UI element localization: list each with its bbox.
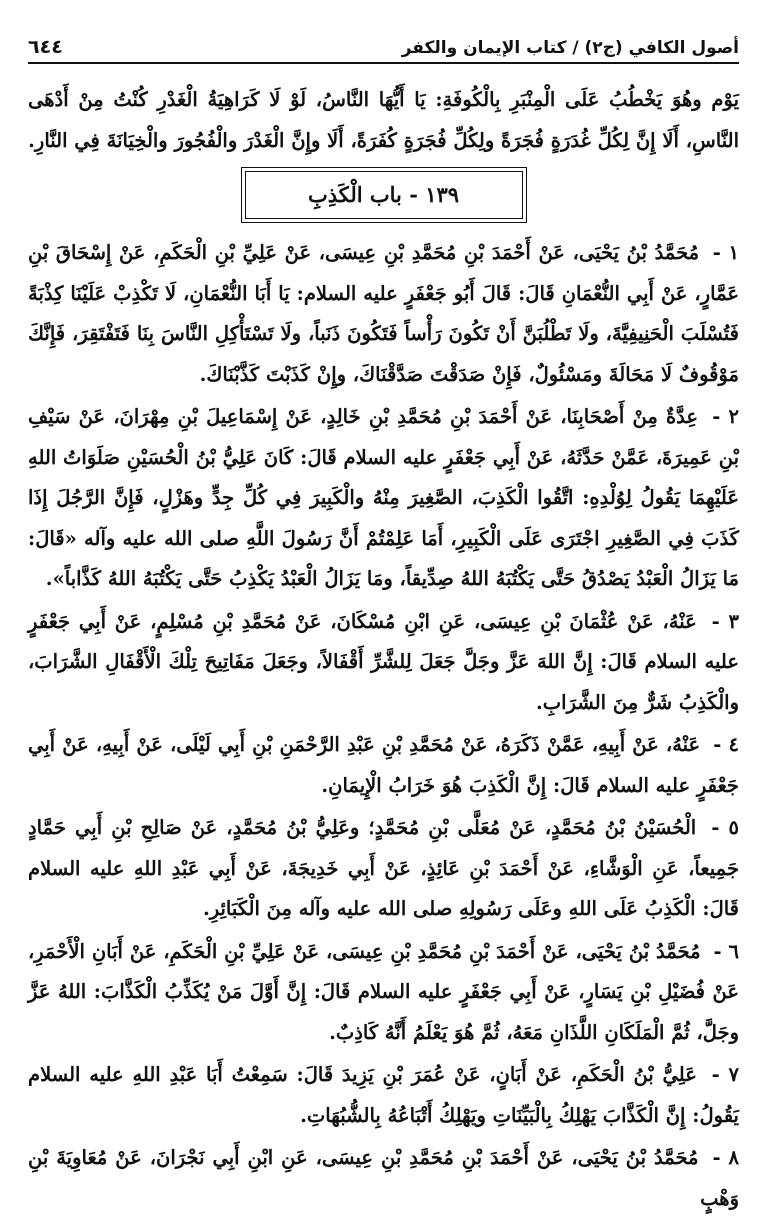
chapter-title: ١٣٩ - باب الْكَذِبِ [307, 181, 460, 207]
hadith-text: الْحُسَيْنُ بْنُ مُحَمَّدٍ، عَنْ مُعَلَّى بْنِ مُحَمَّدٍ؛ وعَلِيُّ بْنُ مُحَمَّدٍ، عَنْ صَالِحِ بْنِ أَبِي حَمَّادٍ جَمِيعاً، عَنِ الْوَشَّاءِ، عَنْ أَحْمَدَ بْنِ عَائِذٍ، عَنْ أَبِي خَدِيجَةَ، عَنْ أَبِي عَبْدِ اللهِ عليه السلام قَالَ: الْكَذِبُ عَلَى اللهِ وعَلَى رَسُولِهِ صلى الله عليه وآله مِنَ الْكَبَائِرِ. [28, 816, 739, 920]
chapter-heading-box [245, 171, 523, 219]
intro-paragraph: يَوْم وهُوَ يَخْطُبُ عَلَى الْمِنْبَرِ بِالْكُوفَةِ: يَا أَيُّهَا النَّاسُ، لَوْ لَا كَرَاهِيَةُ الْغَدْرِ كُنْتُ مِنْ أَدْهَى النَّاسِ، أَلَا إِنَّ لِكُلِّ غُدَرَةٍ فُجَرَةً ولِكُلِّ فُجَرَةٍ كُفَرَةً، أَلَا وإِنَّ الْغَدْرَ والْفُجُورَ والْخِيَانَةَ فِي النَّارِ. [28, 88, 739, 152]
page-header [28, 24, 739, 64]
hadith-paragraph [28, 932, 739, 1054]
hadith-number: ٦ - [713, 939, 739, 963]
hadith-text: مُحَمَّدُ بْنُ يَحْيَى، عَنْ أَحْمَدَ بْنِ مُحَمَّدِ بْنِ عِيسَى، عَنْ عَلِيِّ بْنِ الْحَكَمِ، عَنْ إِسْحَاقَ بْنِ عَمَّارٍ، عَنْ أَبِي النُّعْمَانِ قَالَ: قَالَ أَبُو جَعْفَرٍ عليه السلام: يَا أَبَا النُّعْمَانِ، لَا تَكْذِبْ عَلَيْنَا كِذْبَةً فَتُسْلَبَ الْحَنِيفِيَّةَ، ولَا تَطْلُبَنَّ أَنْ تَكُونَ رَأْساً فَتَكُونَ ذَنَباً، ولَا تَسْتَأْكِلِ النَّاسَ بِنَا فَتَفْتَقِرَ، فَإِنَّكَ مَوْقُوفٌ لَا مَحَالَةَ ومَسْئُولٌ، فَإِنْ صَدَقْتَ صَدَّقْنَاكَ، وإِنْ كَذَبْتَ كَذَّبْنَاكَ. [28, 241, 739, 386]
hadith-text: عِدَّةٌ مِنْ أَصْحَابِنَا، عَنْ أَحْمَدَ بْنِ مُحَمَّدِ بْنِ خَالِدٍ، عَنْ إِسْمَاعِيلَ بْنِ مِهْرَانَ، عَنْ سَيْفِ بْنِ عَمِيرَةَ، عَمَّنْ حَدَّثَهُ، عَنْ أَبِي جَعْفَرٍ عليه السلام قَالَ: كَانَ عَلِيُّ بْنُ الْحُسَيْنِ صَلَوَاتُ اللهِ عَلَيْهِمَا يَقُولُ لِوُلْدِهِ: اتَّقُوا الْكَذِبَ، الصَّغِيرَ مِنْهُ والْكَبِيرَ فِي كُلِّ جِدٍّ وهَزْلٍ، فَإِنَّ الرَّجُلَ إِذَا كَذَبَ فِي الصَّغِيرِ اجْتَرَى عَلَى الْكَبِيرِ، أَمَا عَلِمْتُمْ أَنَّ رَسُولَ اللَّهِ صلى الله عليه وآله «قَالَ: مَا يَزَالُ الْعَبْدُ يَصْدُقُ حَتَّى يَكْتُبَهُ اللهُ صِدِّيقاً، ومَا يَزَالُ الْعَبْدُ يَكْذِبُ حَتَّى يَكْتُبَهُ اللهُ كَذَّاباً». [28, 405, 739, 590]
hadith-text: عَلِيُّ بْنُ الْحَكَمِ، عَنْ أَبَانٍ، عَنْ عُمَرَ بْنِ يَزِيدَ قَالَ: سَمِعْتُ أَبَا عَبْدِ اللهِ عليه السلام يَقُولُ: إِنَّ الْكَذَّابَ يَهْلِكُ بِالْبَيِّنَاتِ ويَهْلِكُ أَتْبَاعُهُ بِالشُّبُهَاتِ. [28, 1063, 739, 1127]
hadith-text: مُحَمَّدُ بْنُ يَحْيَى، عَنْ أَحْمَدَ بْنِ مُحَمَّدِ بْنِ عِيسَى، عَنِ ابْنِ أَبِي نَجْرَانَ، عَنْ مُعَاوِيَةَ بْنِ وَهْبٍ [28, 1146, 739, 1210]
hadith-paragraph [28, 602, 739, 724]
hadith-text: عَنْهُ، عَنْ عُثْمَانَ بْنِ عِيسَى، عَنِ ابْنِ مُسْكَانَ، عَنْ مُحَمَّدِ بْنِ مُسْلِمٍ، عَنْ أَبِي جَعْفَرٍ عليه السلام قَالَ: إِنَّ اللهَ عَزَّ وجَلَّ جَعَلَ لِلشَّرِّ أَقْفَالاً، وجَعَلَ مَفَاتِيحَ تِلْكَ الْأَقْفَالِ الشَّرَابَ، والْكَذِبُ شَرٌّ مِنَ الشَّرَابِ. [28, 609, 739, 714]
hadith-number: ٤ - [713, 733, 739, 756]
hadith-paragraph [28, 397, 739, 600]
hadith-number: ١ - [712, 241, 739, 264]
hadith-paragraph [28, 808, 739, 930]
hadith-text: عَنْهُ، عَنْ أَبِيهِ، عَمَّنْ ذَكَرَهُ، عَنْ مُحَمَّدِ بْنِ عَبْدِ الرَّحْمَنِ بْنِ أَبِي لَيْلَى، عَنْ أَبِيهِ، عَنْ أَبِي جَعْفَرٍ عليه السلام قَالَ: إِنَّ الْكَذِبَ هُوَ خَرَابُ الْإِيمَانِ. [28, 733, 739, 797]
page-number: ٦٤٤ [28, 36, 63, 58]
hadith-paragraph [28, 1055, 739, 1136]
hadith-number: ٨ - [712, 1146, 740, 1169]
hadith-paragraph [28, 233, 739, 395]
hadith-paragraph [28, 725, 739, 806]
hadith-number: ٣ - [711, 609, 740, 633]
hadith-paragraph [28, 1138, 739, 1219]
hadith-number: ٧ - [711, 1063, 739, 1086]
hadith-number: ٥ - [711, 816, 739, 839]
running-title: أصول الكافي (ج٢) / كتاب الإيمان والكفر [401, 38, 739, 58]
hadith-number: ٢ - [712, 405, 739, 428]
page-body [28, 80, 739, 1221]
hadith-text: مُحَمَّدُ بْنُ يَحْيَى، عَنْ أَحْمَدَ بْنِ مُحَمَّدِ بْنِ عِيسَى، عَنْ عَلِيِّ بْنِ الْحَكَمِ، عَنْ أَبَانِ الْأَحْمَرِ، عَنْ فُضَيْلِ بْنِ يَسَارٍ، عَنْ أَبِي جَعْفَرٍ عليه السلام قَالَ: إِنَّ أَوَّلَ مَنْ يُكَذِّبُ الْكَذَّابَ: اللهُ عَزَّ وجَلَّ، ثُمَّ الْمَلَكَانِ اللَّذَانِ مَعَهُ، ثُمَّ هُوَ يَعْلَمُ أَنَّهُ كَاذِبٌ. [28, 939, 739, 1044]
